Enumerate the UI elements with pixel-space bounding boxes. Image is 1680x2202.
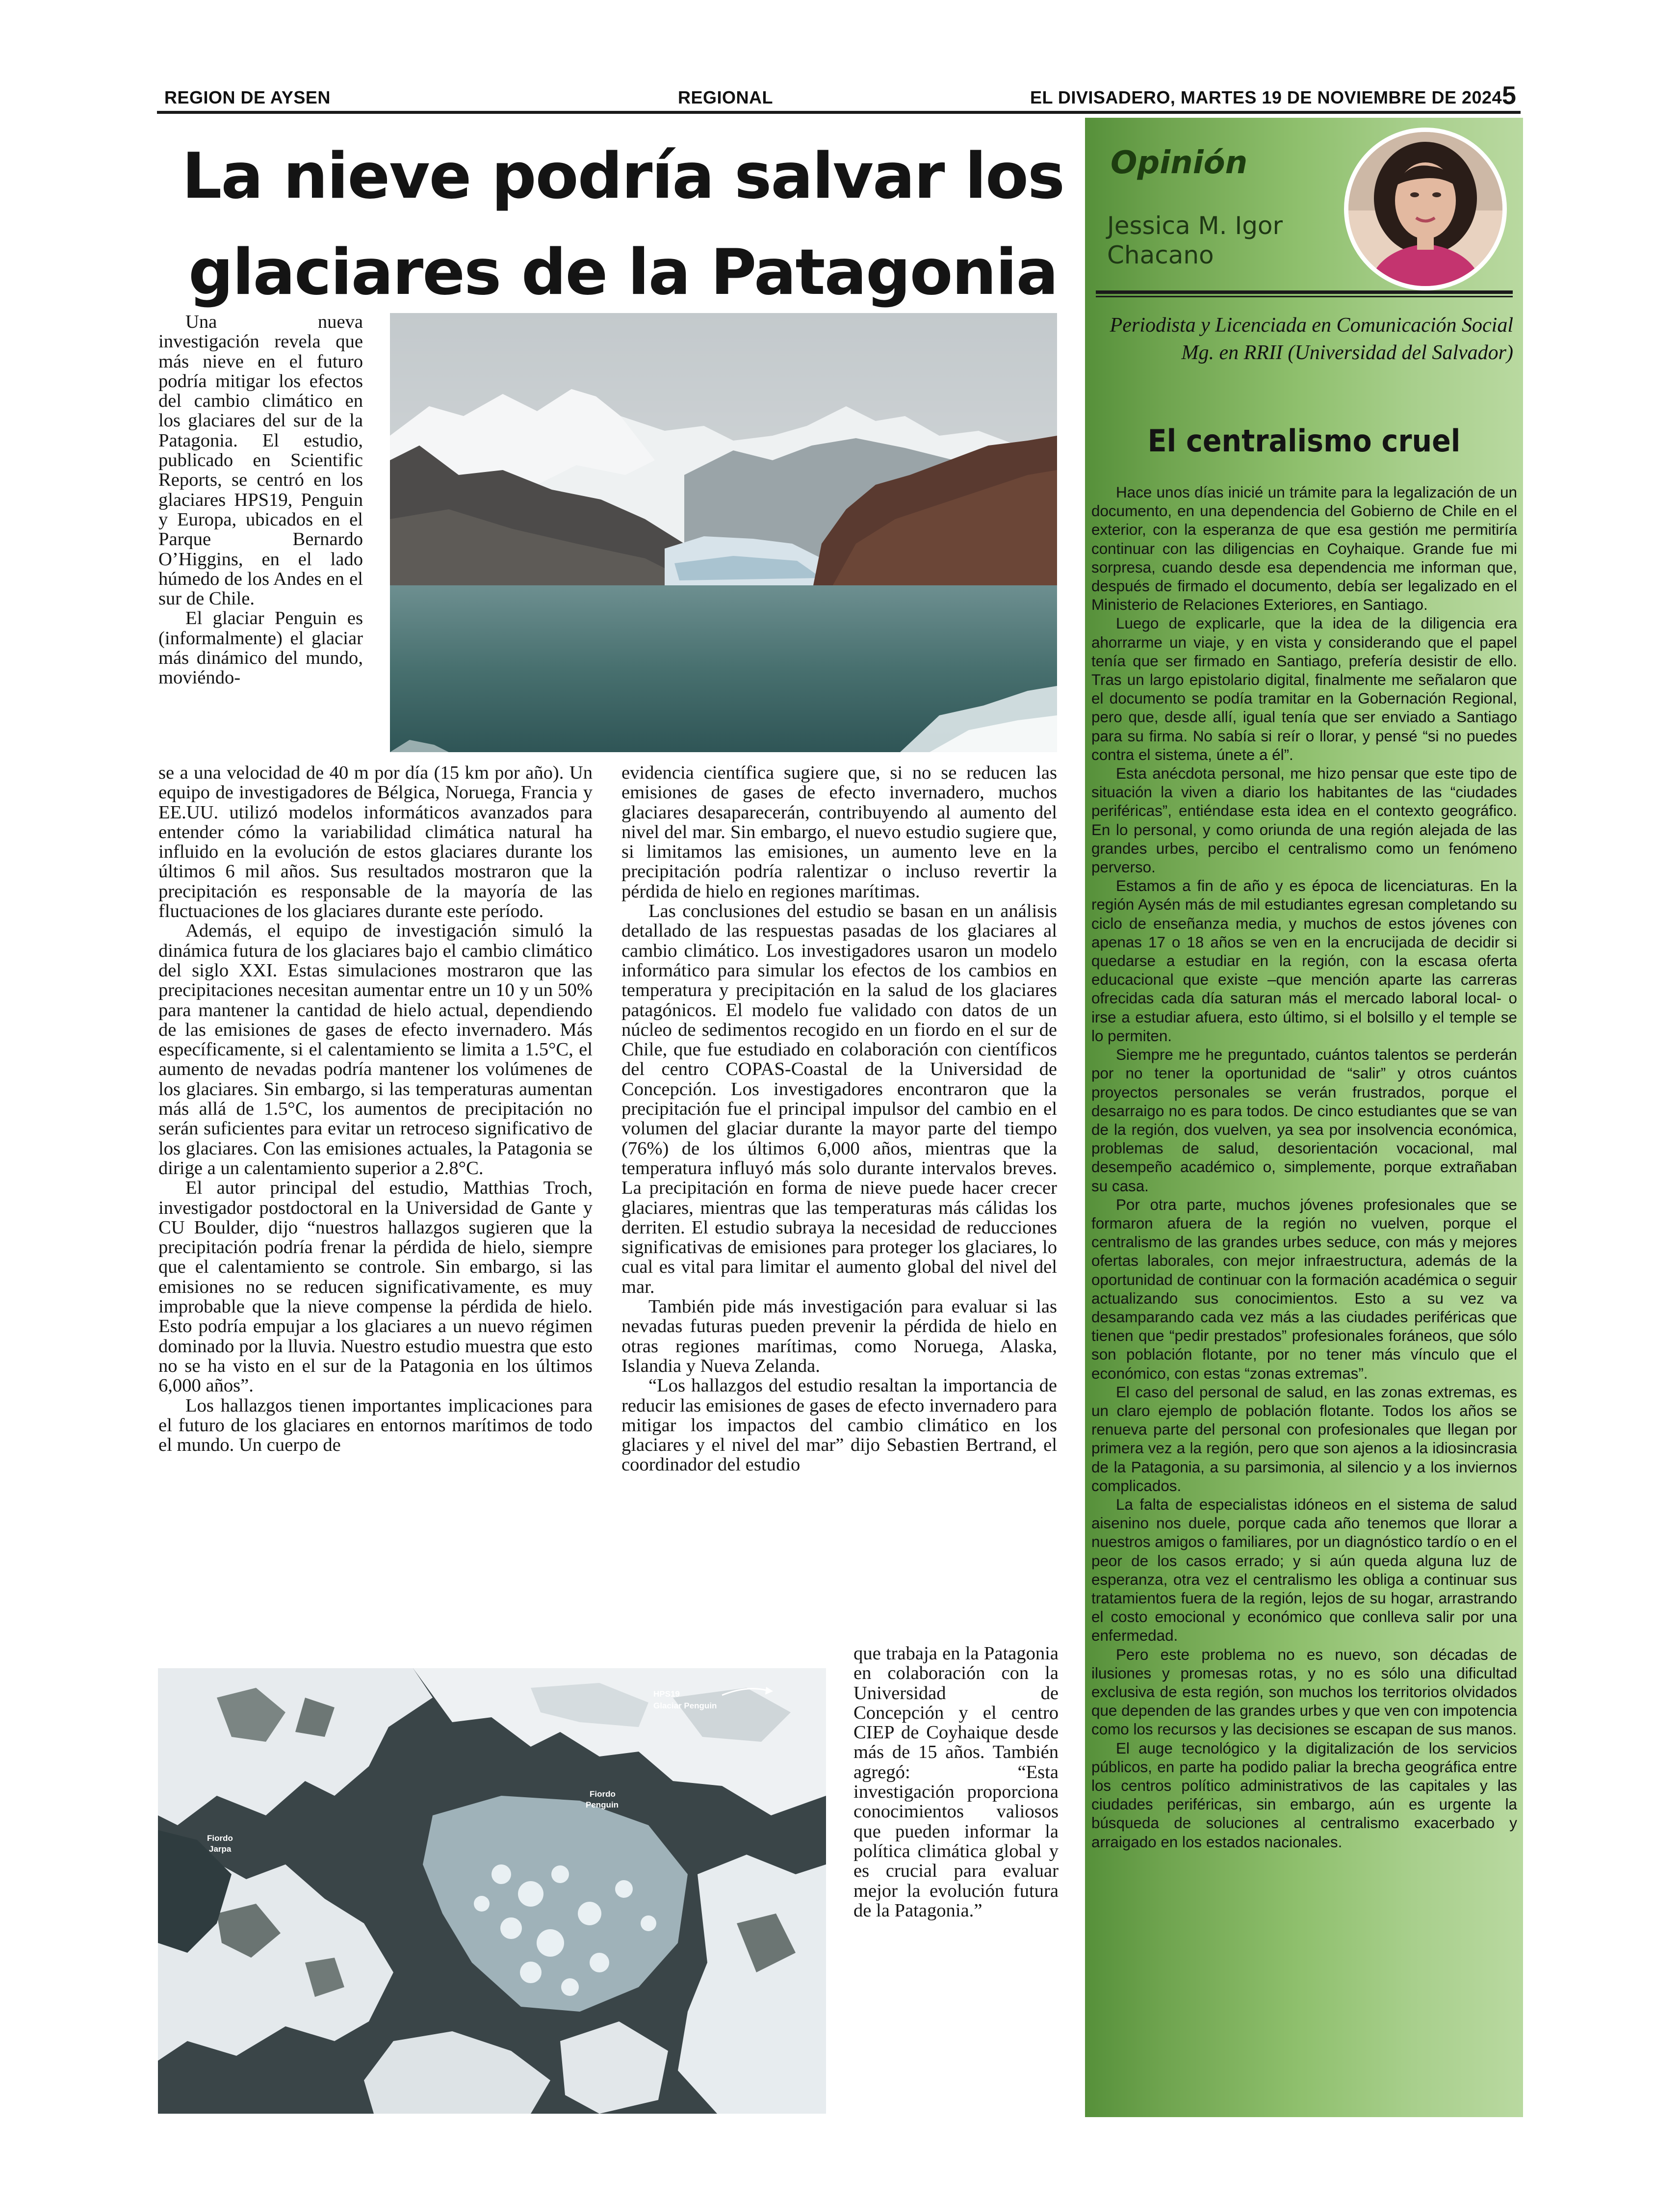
opinion-paragraph: Por otra parte, muchos jóvenes profesionales que se formaron afuera de la región no vuelven, porque el centralismo de las grandes urbes seduce, con más y mejores ofertas laborales, con mejor infraestructura, además de la oportunidad de continuar con la formación académica o seguir actualizando sus conocimientos. Esto a su vez va desamparando cada vez más a las ciudades periféricas que tienen que “pedir prestados” profesionales foráneos, que sólo son población flotante, por no tener más vínculo que el económico, con estas “zonas extremas”. [1091,1196,1517,1382]
section-label-region: REGION DE AYSEN [164,87,331,107]
opinion-paragraph: La falta de especialistas idóneos en el sistema de salud aisenino nos duele, porque cada año tenemos que llorar a nuestros amigos o familiares, por un diagnóstico tardío o en el peor de los casos errado; y si aún queda alguna luz de esperanza, otra vez el centralismo les obliga a continuar sus tratamientos fuera de la región, lejos de su hogar, arrastrando el costo emocional y económico que conlleva salir por una enfermedad. [1091,1495,1517,1645]
date-line: EL DIVISADERO, MARTES 19 DE NOVIEMBRE DE 2024 [1030,87,1502,107]
article-paragraph: “Los hallazgos del estudio resaltan la importancia de reducir las emisiones de gases de efecto invernadero para mitigar los impactos del cambio climático en los glaciares y el nivel del mar” dijo Sebastien Bertrand, el coordinador del estudio [621,1375,1057,1475]
article-column-2-bottom [853,1644,1059,1920]
opinion-paragraph: Esta anécdota personal, me hizo pensar que este tipo de situación la viven a diario los habitantes de las “ciudades periféricas”, entiéndase esta idea en el contexto geográfico. En lo personal, y como oriunda de una región alejada de las grandes urbes, percibo el centralismo como un fenómeno perverso. [1091,765,1517,876]
map-label-fiordo: Fiordo [207,1834,233,1843]
article-paragraph: Los hallazgos tienen importantes implicaciones para el futuro de los glaciares en entornos marítimos de todo el mundo. Un cuerpo de [158,1395,593,1456]
article-paragraph: El glaciar Penguin es (informalmente) el glaciar más dinámico del mundo, moviéndo- [158,608,363,688]
header-rule [157,111,1521,114]
section-label-regional: REGIONAL [678,87,774,107]
article-paragraph: Además, el equipo de investigación simuló la dinámica futura de los glaciares bajo el cambio climático del siglo XXI. Estas simulaciones mostraron que las precipitaciones necesitan aumentar entre un 10 y un 50% para mantener la cantidad de hielo actual, dependiendo de las emisiones de gases de efecto invernadero. Más específicamente, si el calentamiento se limita a 1.5°C, el aumento de nevadas podría mantener los volúmenes de los glaciares. Sin embargo, si las temperaturas aumentan más allá de 1.5°C, los aumentos de precipitación no serán suficientes para evitar un retroceso significativo de los glaciares. Con las emisiones actuales, la Patagonia se dirige a un calentamiento superior a 2.8°C. [158,920,593,1179]
opinion-paragraph: Luego de explicarle, que la idea de la diligencia era ahorrarme un viaje, y en vista y considerando que el papel tenía que ser firmado en Santiago, prefería desistir de ello. Tras un largo epistolario digital, finalmente me señalaron que el documento se podía tramitar en la Gobernación Regional, pero que, desde allí, igual tenía que ser enviado a Santiago para su firma. No sabía si reír o llorar, y pensé “si no puedes contra el sistema, únete a él”. [1091,615,1517,763]
opinion-paragraph: El caso del personal de salud, en las zonas extremas, es un claro ejemplo de población flotante. Todos los años se renueva parte del personal con profesionales que llegan por primera vez a la región, pero que son ajenos a la idiosincrasia de la Patagonia, a su parsimonia, al silencio y a los inviernos complicados. [1091,1383,1517,1494]
opinion-rule [1096,290,1513,297]
article-paragraph: evidencia científica sugiere que, si no se reducen las emisiones de gases de efecto invernadero, muchos glaciares desaparecerán, contribuyendo al aumento del nivel del mar. Sin embargo, el nuevo estudio sugiere que, si limitamos las emisiones, un aumento leve en la precipitación podría ralentizar o incluso revertir la pérdida de hielo en regiones marítimas. [621,762,1057,902]
article-headline: La nieve podría salvar los glaciares de la Patagonia [181,140,1064,309]
article-paragraph: También pide más investigación para evaluar si las nevadas futuras pueden prevenir la pérdida de hielo en otras regiones marítimas, como Noruega, Alaska, Islandia y Nueva Zelanda. [621,1296,1057,1376]
article-column-2 [621,763,1057,1475]
satellite-map [158,1668,826,2114]
author-credentials [1095,312,1513,367]
article-column-1 [158,763,593,1455]
opinion-section-label: Opinión [1111,145,1248,181]
opinion-paragraph: Estamos a fin de año y es época de licenciaturas. En la región Aysén más de mil estudiantes egresan completando su ciclo de enseñanza media, y muchos de estos jóvenes con apenas 17 o 18 años se ven en la encrucijada de decidir si quedarse a estudiar en la región, con la escasa oferta educacional que existe –que mención aparte las carreras ofrecidas cada día saturan más el mercado laboral local- o irse a estudiar afuera, esto último, si el bolsillo y el temple se lo permiten. [1091,877,1517,1045]
opinion-paragraph: El auge tecnológico y la digitalización de los servicios públicos, en parte ha podido paliar la brecha geográfica entre los centros político administrativos de las capitales y las ciudades periféricas, sin embargo, aún es urgente la búsqueda de soluciones al centralismo exacerbado y arraigado en los estados nacionales. [1091,1739,1517,1851]
opinion-paragraph: Hace unos días inicié un trámite para la legalización de un documento, en una dependencia del Gobierno de Chile en el exterior, con la esperanza de que esa gestión me permitiría continuar con las diligencias en Coyhaique. Grande fue mi sorpresa, cuando desde esa dependencia me informan que, después de firmado el documento, debía ser legalizado en el Ministerio de Relaciones Exteriores, en Santiago. [1091,484,1517,614]
opinion-body [1091,483,1517,1852]
author-name-line: Jessica M. Igor [1107,211,1283,240]
author-name-line: Chacano [1107,241,1214,269]
article-paragraph: Una nueva investigación revela que más nieve en el futuro podría mitigar los efectos del cambio climático en los glaciares del sur de la Patagonia. El estudio, publicado en Scientific Reports, se centró en los glaciares HPS19, Penguin y Europa, ubicados en el Parque Bernardo O’Higgins, en el lado húmedo de los Andes en el sur de Chile. [158,312,363,609]
article-paragraph: Las conclusiones del estudio se basan en un análisis detallado de las respuestas pasadas de los glaciares al cambio climático. Los investigadores usaron un modelo informático para simular los efectos de los cambios en temperatura y precipitación en la salud de los glaciares patagónicos. El modelo fue validado con datos de un núcleo de sedimentos recogido en un fiordo en el sur de Chile, que fue estudiado en colaboración con científicos del centro COPAS-Coastal de la Universidad de Concepción. Los investigadores encontraron que la precipitación fue el principal impulsor del cambio en el volumen del glaciar durante la mayor parte del tiempo (76%) de los últimos 6,000 años, mientras que la temperatura influyó más solo durante intervalos breves. La precipitación en forma de nieve puede hacer crecer glaciares, mientras que las temperaturas más cálidas los derriten. El estudio subraya la necesidad de reducciones significativas de emisiones para proteger los glaciares, lo cual es vital para limitar el aumento global del nivel del mar. [621,901,1057,1297]
map-label-penguin: Penguin [586,1800,619,1809]
opinion-author [1107,211,1303,270]
article-column-1-top [158,312,363,688]
article-paragraph: se a una velocidad de 40 m por día (15 km por año). Un equipo de investigadores de Bélgica, Noruega, Francia y EE.UU. utilizó modelos informáticos avanzados para entender cómo la variabilidad climática natural ha influido en la evolución de estos glaciares durante los últimos 6 mil años. Sus resultados mostraron que la precipitación es responsable de la mayoría de las fluctuaciones de los glaciares durante este período. [158,762,593,922]
article-paragraph: que trabaja en la Patagonia en colaboración con la Universidad de Concepción y el centro CIEP de Coyhaique desde más de 15 años. También agregó: “Esta investigación proporciona conocimientos valiosos que pueden informar la política climática global y es crucial para evaluar mejor la evolución futura de la Patagonia.” [853,1643,1059,1921]
page-number: 5 [1502,81,1516,110]
map-label-fiordo: Fiordo [590,1789,616,1799]
opinion-column [1085,118,1523,2117]
map-label-glaciar-penguin: Glaciar Penguin [653,1701,717,1710]
opinion-paragraph: Siempre me he preguntado, cuántos talentos se perderán por no tener la oportunidad de “salir” y otros cuántos proyectos personales se verán frustrados, porque el desarraigo no es para todos. De cinco estudiantes que se van de la región, dos vuelven, ya sea por insolvencia económica, problemas de salud, desorientación vocacional, mal desempeño académico o, simplemente, porque extrañaban su casa. [1091,1046,1517,1195]
glacier-photo [390,313,1057,752]
author-avatar [1344,128,1507,290]
opinion-title: El centralismo cruel [1147,423,1461,459]
map-label-jarpa: Jarpa [209,1844,232,1854]
credentials-line: Periodista y Licenciada en Comunicación Social [1110,314,1513,337]
article-paragraph: El autor principal del estudio, Matthias Troch, investigador postdoctoral en la Universidad de Gante y CU Boulder, dijo “nuestros hallazgos sugieren que la precipitación podría frenar la pérdida de hielo, siempre que el calentamiento se controle. Sin embargo, si las emisiones no se reducen significativamente, es muy improbable que la nieve compense la pérdida de hielo. Esto podría empujar a los glaciares a un nuevo régimen dominado por la lluvia. Nuestro estudio muestra que esto no se ha visto en el sur de la Patagonia en los últimos 6,000 años”. [158,1178,593,1396]
map-label-hps19: HPS19 [653,1689,680,1699]
credentials-line: Mg. en RRII (Universidad del Salvador) [1181,341,1513,364]
opinion-paragraph: Pero este problema no es nuevo, son décadas de ilusiones y promesas rotas, y no es sólo una dificultad exclusiva de esta región, son muchos los territorios olvidados que dependen de las grandes urbes y que ven con impotencia como los recursos y las decisiones se escapan de sus manos. [1091,1646,1517,1738]
